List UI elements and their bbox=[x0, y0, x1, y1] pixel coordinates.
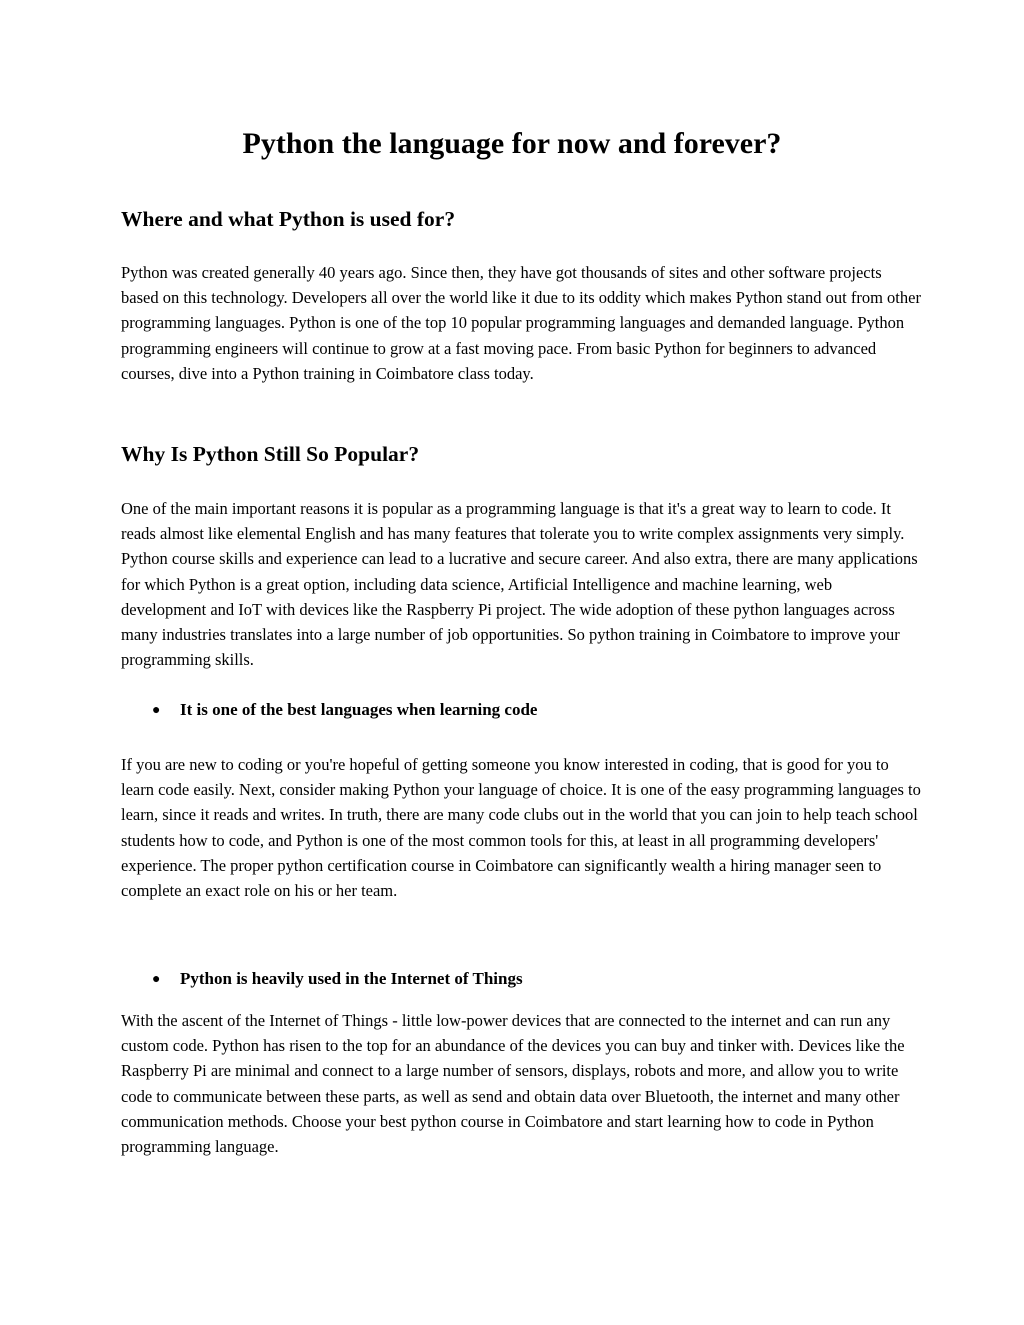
bullet-label: It is one of the best languages when learning code bbox=[180, 700, 538, 719]
bullet-marker: ● bbox=[152, 703, 161, 718]
bullet-marker: ● bbox=[152, 972, 161, 987]
section-paragraph-popular: One of the main important reasons it is popular as a programming language is that it's a great way to learn to code. It reads almost like elemental English and has many features that tolerate you to write complex assignments very simply. Python course skills and experience can lead to a lucrative and secure career. And also extra, there are many applications for which Python is a great option, including data science, Artificial Intelligence and machine learning, web development and IoT with devices like the Raspberry Pi project. The wide adoption of these python languages across many industries translates into a large number of job opportunities. So python training in Coimbatore to improve your programming skills. bbox=[121, 499, 918, 670]
bullet-paragraph-iot: With the ascent of the Internet of Things - little low-power devices that are connected to the internet and can run any custom code. Python has risen to the top for an abundance of the devices you can buy and tinker with. Devices like the Raspberry Pi are minimal and connect to a large number of sensors, displays, robots and more, and allow you to write code to communicate between these parts, as well as send and obtain data over Bluetooth, the internet and many other communication methods. Choose your best python course in Coimbatore and start learning how to code in Python programming language. bbox=[121, 1011, 905, 1157]
bullet-paragraph-learning: If you are new to coding or you're hopeful of getting someone you know interested in coding, that is good for you to learn code easily. Next, consider making Python your language of choice. It is one of the easy programming languages to learn, since it reads and writes. In truth, there are many code clubs out in the world that you can join to help teach school students how to code, and Python is one of the most common tools for this, at least in all programming developers' experience. The proper python certification course in Coimbatore can significantly wealth a hiring manager seen to complete an exact role on his or her team. bbox=[121, 755, 921, 901]
bullet-item-learning bbox=[152, 698, 537, 723]
document-title: Python the language for now and forever? bbox=[242, 127, 782, 160]
bullet-item-iot bbox=[152, 967, 523, 992]
section-heading-uses: Where and what Python is used for? bbox=[121, 207, 456, 231]
bullet-label: Python is heavily used in the Internet of Things bbox=[180, 969, 523, 988]
section-heading-popular: Why Is Python Still So Popular? bbox=[121, 442, 420, 466]
section-paragraph-uses: Python was created generally 40 years ago. Since then, they have got thousands of sites and other software projects based on this technology. Developers all over the world like it due to its oddity which makes Python stand out from other programming languages. Python is one of the top 10 popular programming languages and demanded language. Python programming engineers will continue to grow at a fast moving pace. From basic Python for beginners to advanced courses, dive into a Python training in Coimbatore class today. bbox=[121, 263, 921, 383]
